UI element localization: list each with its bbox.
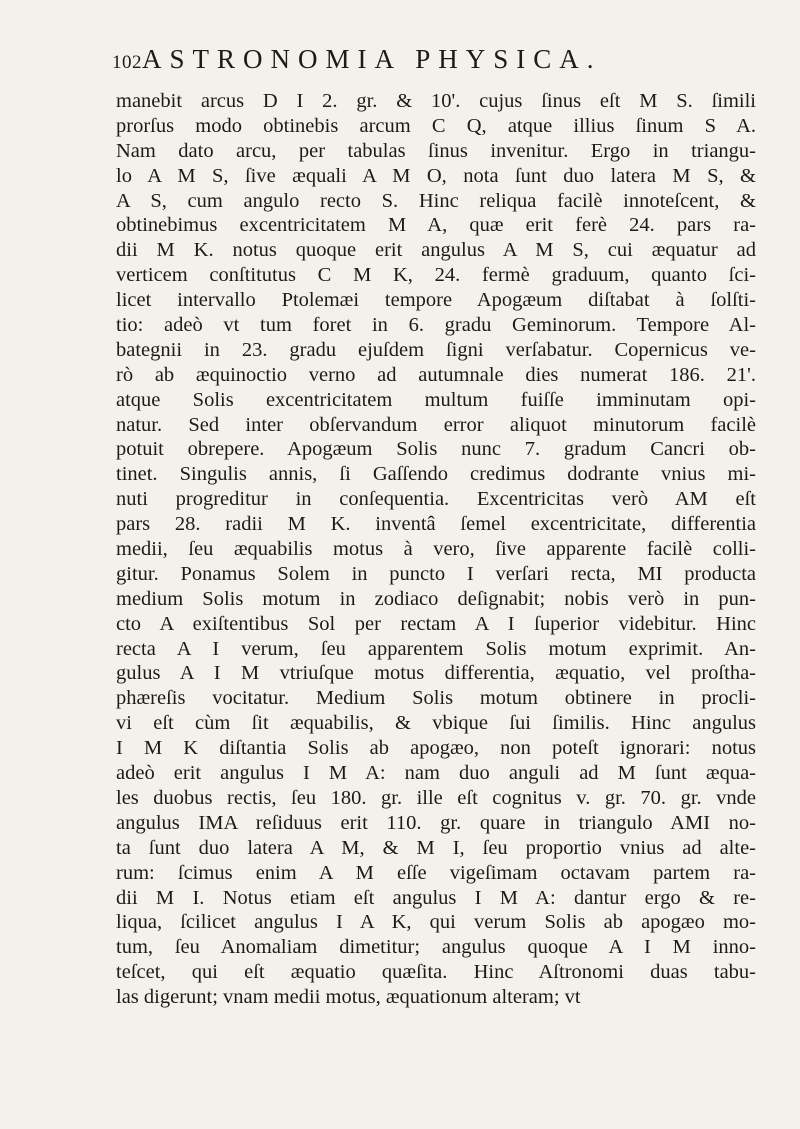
text-line: I M K diſtantia Solis ab apogæo, non poteſt ignorari: notus: [116, 737, 756, 760]
text-line: nuti progreditur in conſequentia. Excentricitas verò AM eſt: [116, 488, 756, 511]
page-number: 102: [112, 52, 142, 73]
text-line: obtinebimus excentricitatem M A, quæ erit ferè 24. pars ra-: [116, 214, 756, 237]
text-line: manebit arcus D I 2. gr. & 10'. cujus ſinus eſt M S. ſimili: [116, 90, 756, 112]
text-line: Nam dato arcu, per tabulas ſinus invenitur. Ergo in triangu-: [116, 139, 756, 162]
text-line: A S, cum angulo recto S. Hinc reliqua facilè innoteſcent, &: [116, 189, 756, 212]
text-line: les duobus rectis, ſeu 180. gr. ille eſt cognitus v. gr. 70. gr. vnde: [116, 786, 756, 809]
text-line: tinet. Singulis annis, ſi Gaſſendo credimus dodrante vnius mi-: [116, 463, 756, 486]
text-line: bategnii in 23. gradu ejuſdem ſigni verſabatur. Copernicus ve-: [116, 338, 756, 361]
text-line: tio: adeò vt tum foret in 6. gradu Geminorum. Tempore Al-: [116, 314, 756, 337]
text-line: liqua, ſcilicet angulus I A K, qui verum Solis ab apogæo mo-: [116, 911, 756, 934]
text-line: medii, ſeu æquabilis motus à vero, ſive apparente facilè colli-: [116, 538, 756, 561]
page-header: [112, 44, 752, 84]
text-line: licet intervallo Ptolemæi tempore Apogæum diſtabat à ſolſti-: [116, 289, 756, 312]
text-line: pars 28. radii M K. inventâ ſemel excentricitate, differentia: [116, 513, 756, 536]
text-line: rum: ſcimus enim A M eſſe vigeſimam octavam partem ra-: [116, 861, 756, 884]
text-line: prorſus modo obtinebis arcum C Q, atque illius ſinum S A.: [116, 114, 756, 137]
text-line: tum, ſeu Anomaliam dimetitur; angulus quoque A I M inno-: [116, 936, 756, 959]
text-line: phæreſis vocitatur. Medium Solis motum obtinere in procli-: [116, 687, 756, 710]
text-line: lo A M S, ſive æquali A M O, nota ſunt duo latera M S, &: [116, 164, 756, 187]
text-line: verticem conſtitutus C M K, 24. fermè graduum, quanto ſci-: [116, 264, 756, 287]
text-line: dii M I. Notus etiam eſt angulus I M A: dantur ergo & re-: [116, 886, 756, 909]
text-line: cto A exiſtentibus Sol per rectam A I ſuperior videbitur. Hinc: [116, 612, 756, 635]
text-line: medium Solis motum in zodiaco deſignabit; nobis verò in pun-: [116, 587, 756, 610]
body-text: [116, 89, 756, 1010]
text-line: ta ſunt duo latera A M, & M I, ſeu proportio vnius ad alte-: [116, 836, 756, 859]
text-line: atque Solis excentricitatem multum fuiſſe imminutam opi-: [116, 388, 756, 411]
text-line: las digerunt; vnam medii motus, æquationum alteram; vt: [116, 986, 581, 1009]
text-line: potuit obrepere. Apogæum Solis nunc 7. gradum Cancri ob-: [116, 438, 756, 461]
text-line: natur. Sed inter obſervandum error aliquot minutorum facilè: [116, 413, 756, 436]
text-line: recta A I verum, ſeu apparentem Solis motum exprimit. An-: [116, 637, 756, 660]
running-title: ASTRONOMIA PHYSICA.: [142, 44, 602, 74]
text-line: adeò erit angulus I M A: nam duo anguli ad M ſunt æqua-: [116, 762, 756, 785]
text-line: gulus A I M vtriuſque motus differentia, æquatio, vel proſtha-: [116, 662, 756, 685]
text-line: rò ab æquinoctio verno ad autumnale dies numerat 186. 21'.: [116, 363, 756, 386]
text-line: vi eſt cùm ſit æquabilis, & vbique ſui ſimilis. Hinc angulus: [116, 712, 756, 735]
text-line: teſcet, qui eſt æquatio quæſita. Hinc Aſtronomi duas tabu-: [116, 961, 756, 984]
text-line: angulus IMA reſiduus erit 110. gr. quare in triangulo AMI no-: [116, 811, 756, 834]
text-line: dii M K. notus quoque erit angulus A M S, cui æquatur ad: [116, 239, 756, 262]
text-line: gitur. Ponamus Solem in puncto I verſari recta, MI producta: [116, 562, 756, 585]
